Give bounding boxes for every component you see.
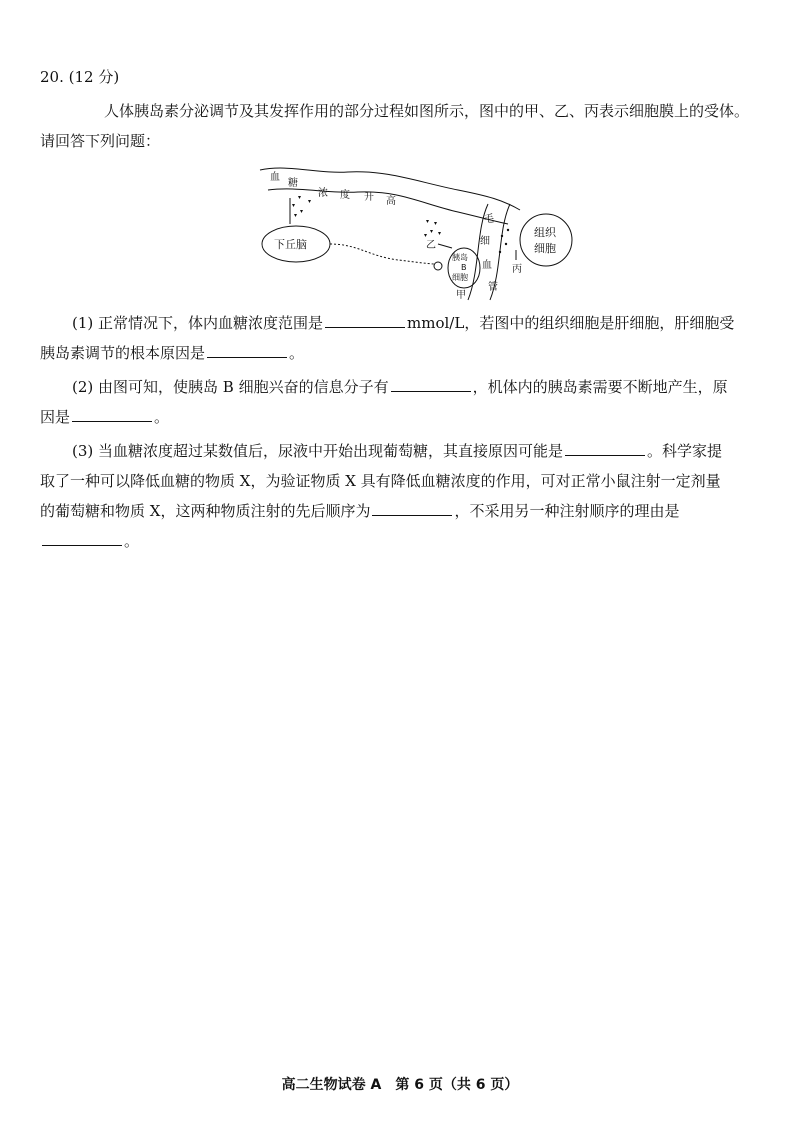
answer-blank-3[interactable] xyxy=(391,377,471,392)
insulin-regulation-diagram xyxy=(258,160,578,306)
q3-text-c: 取了一种可以降低血糖的物质 X，为验证物质 X 具有降低血糖浓度的作用，可对正常小鼠注射一定剂量 xyxy=(40,472,721,490)
islet-cell-label-2: 细胞 xyxy=(452,273,468,282)
question-intro xyxy=(40,96,762,156)
capillary-label-1: 细 xyxy=(480,236,490,247)
q2-end: 。 xyxy=(154,408,170,426)
answer-blank-1[interactable] xyxy=(325,313,405,328)
intro-line-1: 人体胰岛素分泌调节及其发挥作用的部分过程如图所示，图中的甲、乙、丙表示细胞膜上的受体。 xyxy=(104,102,750,120)
hypothalamus-label: 下丘脑 xyxy=(274,238,307,251)
sub-question-1 xyxy=(40,308,762,368)
receptor-yi-arrow xyxy=(438,244,452,248)
question-number: 20. (12 分) xyxy=(40,68,120,86)
nerve-ending xyxy=(434,262,442,270)
q2-text-a: (2) 由图可知，使胰岛 B 细胞兴奋的信息分子有 xyxy=(72,378,389,396)
q3-text-b: 。科学家提 xyxy=(647,442,723,460)
islet-cell-label-0: 胰岛 xyxy=(452,253,468,262)
blood-label-5: 高 xyxy=(386,196,396,207)
q1-text-a: (1) 正常情况下，体内血糖浓度范围是 xyxy=(72,314,324,332)
nerve-fiber xyxy=(330,244,436,264)
q1-end: 。 xyxy=(289,344,305,362)
intro-line-2: 请回答下列问题： xyxy=(40,132,161,150)
q1-text-b: mmol/L，若图中的组织细胞是肝细胞，肝细胞受 xyxy=(407,314,735,332)
q1-text-c: 胰岛素调节的根本原因是 xyxy=(40,344,206,362)
answer-blank-6[interactable] xyxy=(372,501,452,516)
islet-cell-label-1: B xyxy=(461,263,467,272)
answer-blank-4[interactable] xyxy=(72,407,152,422)
sub-question-2 xyxy=(40,372,762,432)
blood-label-1: 糖 xyxy=(288,178,298,189)
tissue-cell-ellipse xyxy=(520,214,572,266)
q3-text-d: 的葡萄糖和物质 X，这两种物质注射的先后顺序为 xyxy=(40,502,371,520)
blood-label-3: 度 xyxy=(340,190,350,201)
blood-label-0: 血 xyxy=(270,172,280,183)
receptor-bing-label: 丙 xyxy=(512,264,522,275)
tissue-cell-label-1: 细胞 xyxy=(534,242,556,255)
blood-label-2: 浓 xyxy=(318,188,328,199)
receptor-yi-label: 乙 xyxy=(426,240,436,251)
sub-question-3 xyxy=(40,436,762,556)
answer-blank-7[interactable] xyxy=(42,531,122,546)
q3-text-e: ，不采用另一种注射顺序的理由是 xyxy=(454,502,680,520)
q3-end: 。 xyxy=(124,532,140,550)
q2-text-c: 因是 xyxy=(40,408,71,426)
capillary-label-3: 管 xyxy=(488,282,498,293)
page-footer: 高二生物试卷 A 第 6 页（共 6 页） xyxy=(281,1077,519,1093)
tissue-cell-label-0: 组织 xyxy=(534,226,556,239)
blood-label-4: 升 xyxy=(364,192,374,203)
answer-blank-2[interactable] xyxy=(207,343,287,358)
capillary-label-2: 血 xyxy=(482,260,492,271)
answer-blank-5[interactable] xyxy=(565,441,645,456)
capillary-label-0: 毛 xyxy=(484,214,494,225)
q3-text-a: (3) 当血糖浓度超过某数值后，尿液中开始出现葡萄糖，其直接原因可能是 xyxy=(72,442,564,460)
receptor-jia-label: 甲 xyxy=(456,290,466,301)
q2-text-b: ，机体内的胰岛素需要不断地产生，原 xyxy=(472,378,728,396)
